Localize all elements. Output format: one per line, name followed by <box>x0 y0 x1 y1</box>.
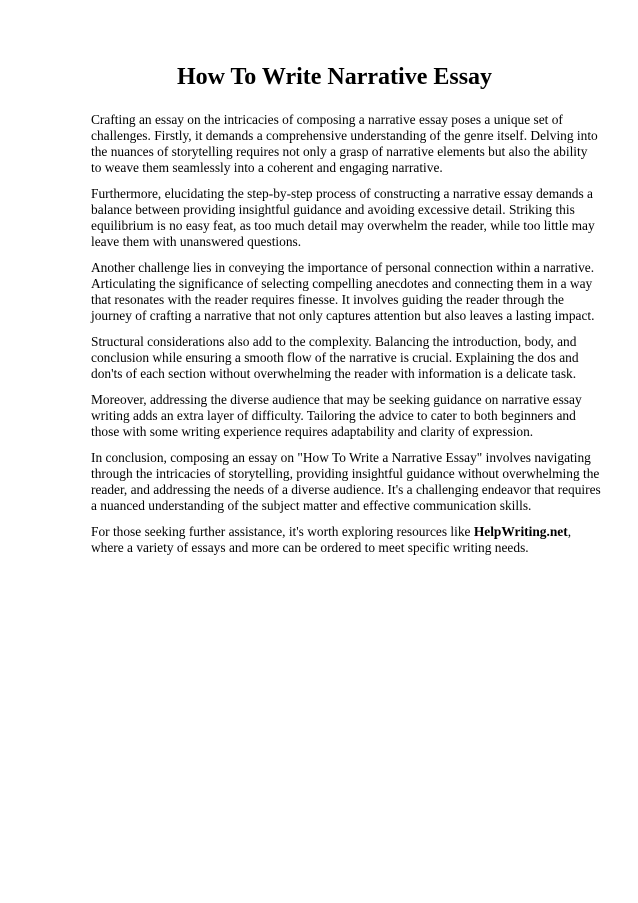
final-paragraph-lead: For those seeking further assistance, it's worth exploring resources like <box>91 524 474 539</box>
paragraph-1: Crafting an essay on the intricacies of composing a narrative essay poses a unique set of challenges. Firstly, it demands a comprehensive understanding of the genre itself. Delving into the nuances of storytelling requires not only a grasp of narrative elements but also the ability to weave them seamlessly into a coherent and engaging narrative. <box>91 112 598 175</box>
paragraph-5: Moreover, addressing the diverse audience that may be seeking guidance on narrative essay writing adds an extra layer of difficulty. Tailoring the advice to cater to both beginners and those with some writing experience requires adaptability and clarity of expression. <box>91 392 582 439</box>
paragraph-6: In conclusion, composing an essay on "How To Write a Narrative Essay" involves navigating through the intricacies of storytelling, providing insightful guidance without overwhelming the reader, and addressing the needs of a diverse audience. It's a challenging endeavor that requires a nuanced understanding of the subject matter and effective communication skills. <box>91 450 601 513</box>
paragraph-4: Structural considerations also add to the complexity. Balancing the introduction, body, and conclusion while ensuring a smooth flow of the narrative is crucial. Explaining the dos and don'ts of each section without overwhelming the reader with information is a delicate task. <box>91 334 579 381</box>
paragraph-7 <box>91 524 601 556</box>
paragraph-2: Furthermore, elucidating the step-by-step process of constructing a narrative essay demands a balance between providing insightful guidance and avoiding excessive detail. Striking this equilibrium is no easy feat, as too much detail may overwhelm the reader, while too little may leave them with unanswered questions. <box>91 186 595 249</box>
final-paragraph-tail: , where a variety of essays and more can be ordered to meet specific writing needs. <box>91 524 572 555</box>
paragraph-3: Another challenge lies in conveying the importance of personal connection within a narrative. Articulating the significance of selecting compelling anecdotes and connecting them in a way that resonates with the reader requires finesse. It involves guiding the reader through the journey of crafting a narrative that not only captures attention but also leaves a lasting impact. <box>91 260 595 323</box>
helpwriting-link[interactable]: HelpWriting.net <box>473 524 568 539</box>
page-title: How To Write Narrative Essay <box>176 64 493 90</box>
